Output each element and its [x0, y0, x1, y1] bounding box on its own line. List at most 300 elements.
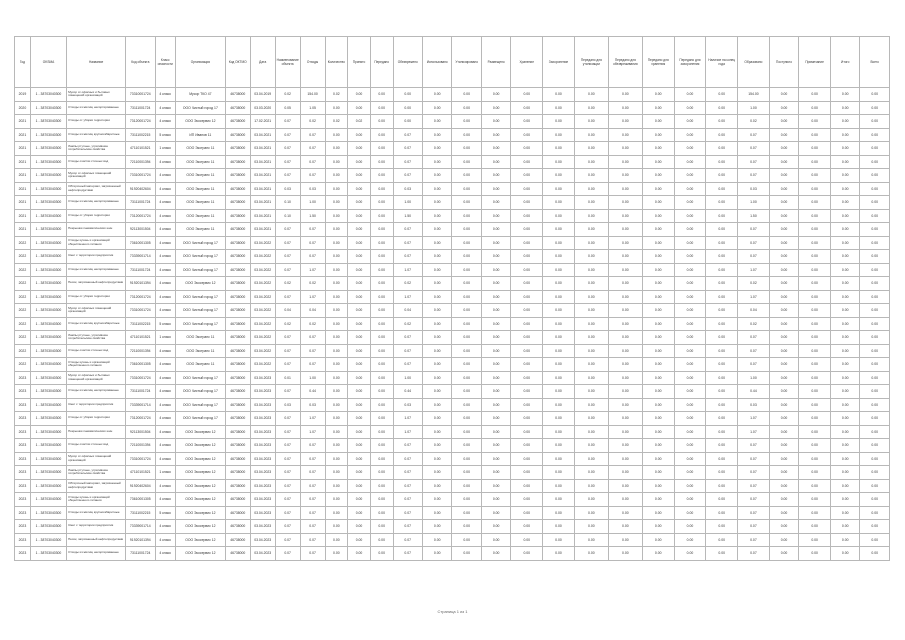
table-cell: 1.07	[300, 425, 325, 439]
column-header: Примечание	[799, 37, 831, 88]
waste-table	[14, 36, 890, 561]
table-cell: 0.00	[452, 533, 481, 547]
table-cell: 0.00	[608, 277, 642, 291]
table-cell: 0.00	[481, 331, 510, 345]
table-cell: 0.00	[481, 290, 510, 304]
table-cell: 0.07	[300, 236, 325, 250]
table-cell: 0.00	[799, 250, 831, 264]
table-cell: 2021	[15, 142, 31, 156]
table-cell: 0.00	[706, 479, 738, 493]
table-cell: 4 класс	[155, 533, 175, 547]
table-cell: 1 класс	[155, 331, 175, 345]
table-cell: 5 класс	[155, 317, 175, 331]
table-cell: 0.00	[674, 425, 706, 439]
table-row	[15, 533, 890, 547]
table-cell: 1 класс	[155, 466, 175, 480]
table-cell: 0.00	[706, 533, 738, 547]
table-cell: 4 класс	[155, 371, 175, 385]
column-header: Передано для обезвреживания	[608, 37, 642, 88]
table-cell: 0.00	[422, 385, 451, 399]
table-cell: 0.00	[543, 344, 575, 358]
table-cell: 0.07	[393, 479, 422, 493]
table-cell: 4 класс	[155, 358, 175, 372]
table-cell: 73310001724	[126, 88, 155, 102]
table-cell: 2022	[15, 277, 31, 291]
table-cell: 0.00	[860, 331, 889, 345]
table-cell: 1.00	[300, 196, 325, 210]
table-cell: 0.00	[481, 385, 510, 399]
table-cell: 0.00	[769, 263, 798, 277]
table-cell: 0.00	[642, 412, 674, 426]
table-cell: 0.07	[275, 223, 300, 237]
table-cell: 0.00	[348, 533, 371, 547]
table-cell: 0.00	[574, 169, 608, 183]
table-cell: 0.00	[543, 398, 575, 412]
table-cell: 0.00	[830, 304, 859, 318]
table-cell: 0.07	[738, 506, 770, 520]
table-cell: 0.00	[543, 223, 575, 237]
table-cell: 0.03	[738, 182, 770, 196]
table-cell: 0.00	[543, 182, 575, 196]
table-cell: 0.00	[574, 425, 608, 439]
table-cell: 0.00	[830, 182, 859, 196]
table-cell: 03.04.2022	[250, 290, 275, 304]
table-cell: 0.00	[769, 169, 798, 183]
table-cell: 1.00	[393, 371, 422, 385]
table-cell: 46738000	[225, 290, 250, 304]
table-cell: 91920101394	[126, 277, 155, 291]
table-cell: 0.00	[348, 425, 371, 439]
table-cell: 0.00	[452, 277, 481, 291]
table-cell: ООО Экосервис 12	[175, 506, 225, 520]
table-cell: 0.00	[452, 290, 481, 304]
table-cell: 0.07	[300, 466, 325, 480]
table-cell: 0.07	[393, 493, 422, 507]
table-cell: 0.00	[830, 547, 859, 561]
table-cell: 0.07	[275, 493, 300, 507]
table-cell: 0.00	[706, 466, 738, 480]
table-cell: 73339001714	[126, 520, 155, 534]
table-cell: 0.00	[674, 290, 706, 304]
table-cell: 0.00	[325, 520, 348, 534]
table-cell: 0.00	[422, 479, 451, 493]
table-cell: 0.00	[608, 466, 642, 480]
table-cell: 0.00	[608, 155, 642, 169]
table-cell: 0.00	[348, 385, 371, 399]
table-cell: 03.04.2023	[250, 412, 275, 426]
table-cell: 0.00	[642, 317, 674, 331]
table-cell: 0.00	[325, 547, 348, 561]
table-cell: 0.00	[348, 344, 371, 358]
table-row	[15, 304, 890, 318]
table-cell: 0.00	[860, 317, 889, 331]
table-cell: 0.00	[370, 142, 393, 156]
table-cell: 1 - 38703040300	[30, 358, 66, 372]
table-cell: 0.00	[543, 155, 575, 169]
table-cell: 46738000	[225, 466, 250, 480]
table-cell: 0.00	[511, 223, 543, 237]
table-cell: ООО Экосервис 12	[175, 439, 225, 453]
table-cell: 03.04.2021	[250, 182, 275, 196]
table-cell: 0.00	[642, 290, 674, 304]
table-cell: Песок, загрязненный нефтепродуктами	[67, 277, 126, 291]
table-cell: 0.07	[300, 223, 325, 237]
table-cell: 0.00	[543, 317, 575, 331]
table-cell: 0.00	[325, 412, 348, 426]
table-cell: 2022	[15, 304, 31, 318]
table-cell: 0.00	[608, 304, 642, 318]
table-cell: 0.00	[706, 385, 738, 399]
table-cell: 03.04.2023	[250, 452, 275, 466]
table-cell: 03.04.2021	[250, 209, 275, 223]
table-cell: 0.00	[799, 101, 831, 115]
table-cell: 73111002215	[126, 317, 155, 331]
table-cell: 1.00	[393, 196, 422, 210]
table-cell: 1.07	[300, 290, 325, 304]
table-cell: 0.00	[543, 439, 575, 453]
table-cell: 73111001724	[126, 547, 155, 561]
table-cell: 4 класс	[155, 398, 175, 412]
table-cell: 4 класс	[155, 479, 175, 493]
table-cell: 0.07	[275, 236, 300, 250]
table-cell: 73111001724	[126, 101, 155, 115]
table-row	[15, 290, 890, 304]
table-cell: 0.07	[738, 128, 770, 142]
table-cell: 0.00	[452, 236, 481, 250]
table-cell: 0.00	[860, 452, 889, 466]
table-cell: 73610001305	[126, 358, 155, 372]
table-cell: 0.00	[799, 115, 831, 129]
table-cell: 0.00	[511, 88, 543, 102]
table-cell: 0.00	[348, 331, 371, 345]
table-cell: 0.00	[574, 209, 608, 223]
table-cell: 0.00	[860, 506, 889, 520]
table-cell: ООО Чистый город 17	[175, 398, 225, 412]
table-cell: 03.04.2023	[250, 506, 275, 520]
table-cell: 0.00	[481, 223, 510, 237]
table-cell: 0.00	[511, 169, 543, 183]
table-cell: 0.00	[370, 493, 393, 507]
table-cell: 0.00	[574, 412, 608, 426]
table-cell: 0.00	[769, 115, 798, 129]
column-header: Код ОКТМО	[225, 37, 250, 88]
table-cell: 0.00	[860, 425, 889, 439]
table-cell: 0.00	[393, 115, 422, 129]
table-cell: 0.00	[325, 101, 348, 115]
table-cell: 1 - 38703040300	[30, 155, 66, 169]
table-cell: 1 - 38703040300	[30, 520, 66, 534]
table-cell: 0.00	[452, 398, 481, 412]
table-cell: 0.00	[481, 425, 510, 439]
table-cell: ООО Экосервис 12	[175, 533, 225, 547]
table-cell: 0.00	[706, 155, 738, 169]
table-cell: 0.03	[300, 398, 325, 412]
table-cell: 2023	[15, 398, 31, 412]
table-cell: Отходы очистки сточных вод	[67, 344, 126, 358]
table-cell: 0.00	[543, 115, 575, 129]
table-cell: 0.00	[860, 263, 889, 277]
table-cell: 1 - 38703040300	[30, 209, 66, 223]
table-cell: 0.02	[275, 88, 300, 102]
table-cell: 46738000	[225, 506, 250, 520]
table-cell: 0.00	[706, 277, 738, 291]
table-cell: 0.00	[543, 304, 575, 318]
table-cell: 0.00	[674, 196, 706, 210]
table-cell: 0.00	[608, 236, 642, 250]
table-cell: 0.00	[799, 317, 831, 331]
table-cell: 0.00	[830, 115, 859, 129]
table-cell: 0.07	[393, 236, 422, 250]
table-cell: 0.00	[642, 439, 674, 453]
table-cell: 0.00	[799, 371, 831, 385]
table-cell: 03.04.2023	[250, 371, 275, 385]
column-header: Наименование объекта	[275, 37, 300, 88]
table-row	[15, 101, 890, 115]
table-cell: 0.00	[642, 331, 674, 345]
table-cell: Смет с территории предприятия	[67, 250, 126, 264]
table-cell: 0.00	[325, 304, 348, 318]
table-cell: 0.00	[325, 290, 348, 304]
table-cell: 0.00	[799, 331, 831, 345]
table-cell: 2021	[15, 128, 31, 142]
table-cell: ООО Чистый город 17	[175, 236, 225, 250]
table-cell: 154.00	[738, 88, 770, 102]
table-cell: 0.00	[608, 250, 642, 264]
table-cell: ООО Экосервис 12	[175, 452, 225, 466]
table-cell: 0.00	[574, 263, 608, 277]
table-cell: Покрышки пневматических шин	[67, 425, 126, 439]
table-cell: 0.00	[674, 506, 706, 520]
table-cell: 4 класс	[155, 209, 175, 223]
table-cell: 0.00	[422, 425, 451, 439]
table-cell: 4 класс	[155, 236, 175, 250]
table-cell: 0.02	[275, 317, 300, 331]
table-cell: 0.00	[706, 182, 738, 196]
table-cell: 4 класс	[155, 412, 175, 426]
table-row	[15, 169, 890, 183]
table-cell: ООО Чистый город 17	[175, 263, 225, 277]
table-cell: 0.00	[608, 506, 642, 520]
column-header: Количество	[325, 37, 348, 88]
table-cell: 0.00	[543, 169, 575, 183]
table-cell: 0.00	[511, 155, 543, 169]
table-cell: 0.07	[275, 452, 300, 466]
table-cell: 0.07	[738, 358, 770, 372]
table-cell: 2021	[15, 115, 31, 129]
table-cell: 0.00	[511, 101, 543, 115]
table-cell: 46738000	[225, 425, 250, 439]
table-cell: 0.00	[769, 371, 798, 385]
table-cell: 03.04.2023	[250, 425, 275, 439]
table-cell: 0.00	[574, 236, 608, 250]
table-cell: 0.00	[370, 385, 393, 399]
table-cell: 0.00	[674, 277, 706, 291]
table-cell: 0.00	[674, 412, 706, 426]
table-cell: 03.04.2022	[250, 304, 275, 318]
table-header-row	[15, 37, 890, 88]
table-cell: 0.00	[608, 493, 642, 507]
table-cell: 0.00	[830, 250, 859, 264]
table-cell: 0.00	[706, 520, 738, 534]
table-cell: 0.03	[275, 398, 300, 412]
table-cell: 1 - 38703040300	[30, 412, 66, 426]
table-cell: 46738000	[225, 223, 250, 237]
table-cell: 0.00	[422, 290, 451, 304]
table-cell: 0.00	[574, 317, 608, 331]
table-cell: 0.00	[674, 263, 706, 277]
table-cell: 0.00	[860, 412, 889, 426]
table-cell: 0.00	[674, 533, 706, 547]
table-cell: 03.04.2023	[250, 520, 275, 534]
table-cell: 0.00	[511, 209, 543, 223]
table-cell: 0.00	[769, 209, 798, 223]
table-cell: 03.04.2023	[250, 479, 275, 493]
table-cell: 0.07	[738, 520, 770, 534]
table-cell: 1.50	[393, 209, 422, 223]
table-cell: 92113001504	[126, 223, 155, 237]
table-cell: 2021	[15, 196, 31, 210]
table-cell: 0.00	[325, 196, 348, 210]
table-row	[15, 115, 890, 129]
table-cell: 2022	[15, 250, 31, 264]
table-cell: 0.00	[452, 331, 481, 345]
table-cell: 0.00	[348, 250, 371, 264]
table-cell: 0.00	[608, 344, 642, 358]
table-cell: 2023	[15, 412, 31, 426]
table-cell: 1.50	[738, 209, 770, 223]
table-cell: 0.00	[642, 371, 674, 385]
table-cell: 46738000	[225, 169, 250, 183]
table-cell: 0.00	[799, 520, 831, 534]
table-cell: 46738000	[225, 317, 250, 331]
table-cell: ООО Экотранс 11	[175, 169, 225, 183]
table-cell: 0.00	[674, 88, 706, 102]
table-cell: Мусор от офисных и бытовых помещений организаций	[67, 371, 126, 385]
table-cell: 03.03.2020	[250, 101, 275, 115]
table-cell: 0.00	[348, 182, 371, 196]
table-cell: 0.44	[738, 385, 770, 399]
table-cell: 73120001724	[126, 209, 155, 223]
table-cell: 4 класс	[155, 493, 175, 507]
column-header: Организация	[175, 37, 225, 88]
table-cell: 0.07	[300, 358, 325, 372]
table-cell: 46738000	[225, 371, 250, 385]
table-cell: 46738000	[225, 88, 250, 102]
table-cell: 1.07	[738, 425, 770, 439]
table-cell: 4 класс	[155, 101, 175, 115]
table-cell: 0.00	[642, 115, 674, 129]
table-cell: 46738000	[225, 263, 250, 277]
table-cell: 0.00	[706, 250, 738, 264]
table-cell: 0.00	[706, 169, 738, 183]
table-cell: 0.00	[706, 115, 738, 129]
table-cell: 0.00	[608, 290, 642, 304]
table-cell: 0.00	[706, 506, 738, 520]
table-cell: 0.00	[674, 142, 706, 156]
table-cell: 0.00	[370, 223, 393, 237]
table-cell: 4 класс	[155, 182, 175, 196]
table-cell: 154.00	[300, 88, 325, 102]
table-cell: 0.00	[452, 506, 481, 520]
table-cell: 0.07	[275, 466, 300, 480]
table-cell: 0.00	[543, 452, 575, 466]
table-cell: 0.00	[642, 479, 674, 493]
column-header: Год	[15, 37, 31, 88]
table-cell: 0.00	[452, 263, 481, 277]
table-cell: 0.00	[452, 101, 481, 115]
table-cell: 73111002215	[126, 506, 155, 520]
table-cell: 0.00	[543, 101, 575, 115]
table-cell: 0.00	[422, 155, 451, 169]
table-cell: 0.02	[300, 317, 325, 331]
table-cell: 0.02	[325, 88, 348, 102]
table-cell: 0.00	[830, 506, 859, 520]
table-cell: 0.00	[706, 142, 738, 156]
table-cell: 0.03	[738, 398, 770, 412]
table-cell: 0.00	[706, 290, 738, 304]
table-cell: 4 класс	[155, 277, 175, 291]
table-cell: 0.00	[608, 196, 642, 210]
table-cell: 0.00	[348, 493, 371, 507]
table-cell: 0.00	[325, 263, 348, 277]
table-cell: Мусор от офисных помещений организаций	[67, 304, 126, 318]
table-cell: 1.07	[393, 290, 422, 304]
table-cell: 0.00	[860, 479, 889, 493]
table-cell: 0.00	[452, 209, 481, 223]
table-cell: 0.00	[830, 452, 859, 466]
table-cell: ООО Чистый город 17	[175, 304, 225, 318]
table-cell: 0.00	[830, 88, 859, 102]
table-cell: 0.07	[738, 223, 770, 237]
table-cell: 0.00	[422, 142, 451, 156]
table-cell: 1.50	[300, 209, 325, 223]
column-header: Дата	[250, 37, 275, 88]
table-cell: Отходы от уборки территории	[67, 290, 126, 304]
table-cell: 46738000	[225, 196, 250, 210]
table-cell: 0.00	[769, 142, 798, 156]
table-cell: Отходы из жилищ несортированные	[67, 547, 126, 561]
table-cell: 0.00	[370, 398, 393, 412]
table-cell: 03.04.2022	[250, 331, 275, 345]
table-cell: 03.04.2021	[250, 196, 275, 210]
table-cell: 0.00	[830, 128, 859, 142]
table-cell: 0.00	[511, 182, 543, 196]
table-cell: 0.00	[370, 169, 393, 183]
table-cell: 0.00	[860, 236, 889, 250]
table-cell: 0.00	[706, 88, 738, 102]
table-cell: 46738000	[225, 304, 250, 318]
table-row	[15, 479, 890, 493]
table-cell: 0.00	[325, 398, 348, 412]
table-cell: 0.00	[642, 452, 674, 466]
table-row	[15, 439, 890, 453]
table-cell: 0.07	[393, 169, 422, 183]
table-cell: 0.00	[830, 277, 859, 291]
table-cell: 5 класс	[155, 128, 175, 142]
table-cell: 0.00	[370, 304, 393, 318]
table-cell: 0.07	[300, 452, 325, 466]
table-cell: 0.00	[674, 209, 706, 223]
table-cell: ООО Экотранс 11	[175, 344, 225, 358]
table-cell: 0.00	[706, 196, 738, 210]
table-cell: 46738000	[225, 493, 250, 507]
table-row	[15, 128, 890, 142]
table-cell: 0.00	[325, 358, 348, 372]
table-cell: 0.00	[642, 182, 674, 196]
table-cell: 0.00	[511, 398, 543, 412]
table-cell: 0.07	[393, 452, 422, 466]
table-cell: 73339001714	[126, 398, 155, 412]
